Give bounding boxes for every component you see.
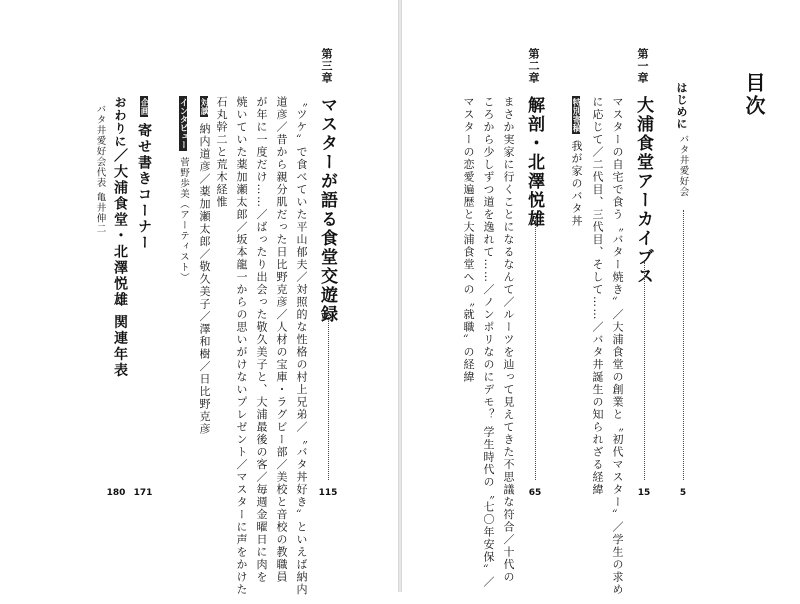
special-contribution-tag: 特別寄稿 bbox=[571, 98, 581, 132]
special-contribution-text: 我が家のバタ丼 bbox=[570, 140, 583, 228]
ch1-title[interactable]: 大浦食堂アーカイブス bbox=[633, 96, 653, 286]
ch1-desc-line2: に応じて／二代目、三代目、そして……／バタ井誕生の知られざる経緯 bbox=[591, 96, 604, 496]
ch3-desc-line1: 〝ツケ〟で食べていた平山郁夫／対照的な性格の村上兄弟／〝バタ丼好き〟といえば納内 bbox=[295, 96, 308, 596]
hajimeni-leader bbox=[683, 210, 684, 480]
ch1-label[interactable]: 第一章 bbox=[636, 48, 649, 84]
ch3-taidan bbox=[196, 96, 212, 566]
ch3-desc-line4: 焼いていた薬加瀬太郎／坂本龍一からの思いがけないプレゼント／マスターに声をかけた bbox=[235, 96, 248, 596]
ch3-desc-line2: 道彦／昔から親分肌だった日比野克彦／人材の宝庫・ラグビー部／美校と音校の教職員 bbox=[275, 96, 288, 584]
owari-author: バタ井愛好会代表 亀井伸二 bbox=[94, 104, 106, 235]
ch3-page: 115 bbox=[318, 488, 338, 498]
ch1-leader bbox=[644, 262, 645, 480]
ch3-desc-line5: 石丸幹二と荒木経惟 bbox=[215, 96, 228, 209]
ch1-page: 15 bbox=[637, 488, 651, 498]
ch2-desc-line1: まさか実家に行くことになるなんて／ルーツを辿って見えてきた不思議な符合／十代の bbox=[502, 96, 515, 584]
ch1-desc-line1: マスターの自宅で食う〝バター焼き〟／大浦食堂の創業と〝初代マスター〟／学生の求め bbox=[611, 96, 624, 596]
hajimeni-label[interactable]: はじめに bbox=[675, 82, 688, 130]
ch3-leader bbox=[328, 312, 329, 480]
ch2-leader bbox=[535, 220, 536, 480]
ch2-desc-line3: マスターの恋愛遍歴と大浦食堂への〝就職〟の経緯 bbox=[462, 96, 475, 384]
interview-text: 菅野歩美（アーティスト） bbox=[178, 157, 189, 283]
ch2-title[interactable]: 解剖・北澤悦雄 bbox=[524, 96, 544, 229]
ch2-desc-line2: ころから少しずつ道を逸れて……／ノンポリなのにデモ？ 学生時代の〝七〇年安保〟／ bbox=[482, 96, 495, 589]
owari-label: おわりに bbox=[113, 96, 127, 148]
interview-tag: インタビュー bbox=[178, 98, 188, 149]
owari-title: ／大浦食堂・北澤悦雄 関連年表 bbox=[112, 148, 128, 379]
ch3-desc-line3: が年に一度だけ……／ばったり出会った敬久美子と、大浦最後の客／毎週金曜日に肉を bbox=[255, 96, 268, 584]
taidan-text: 納内道彦／薬加瀬太郎／敬久美子／澤和樹／日比野克彦 bbox=[198, 123, 211, 436]
hajimeni-author: バタ井愛好会 bbox=[677, 134, 689, 197]
owari-page: 180 bbox=[106, 488, 126, 498]
ch1-special bbox=[568, 96, 584, 566]
kikaku-tag: 企画 bbox=[139, 98, 149, 115]
ch2-page: 65 bbox=[528, 488, 542, 498]
taidan-tag: 対談 bbox=[199, 98, 209, 115]
ch3-title[interactable]: マスターが語る食堂交遊録 bbox=[317, 96, 337, 324]
ch2-label[interactable]: 第二章 bbox=[527, 48, 540, 84]
kikaku-page: 171 bbox=[133, 488, 153, 498]
kikaku-title: 寄せ書きコーナー bbox=[136, 123, 152, 251]
toc-heading: 目次 bbox=[742, 72, 766, 118]
hajimeni-page: 5 bbox=[679, 488, 687, 498]
ch3-interview bbox=[175, 96, 191, 566]
ch3-label[interactable]: 第三章 bbox=[320, 48, 333, 84]
